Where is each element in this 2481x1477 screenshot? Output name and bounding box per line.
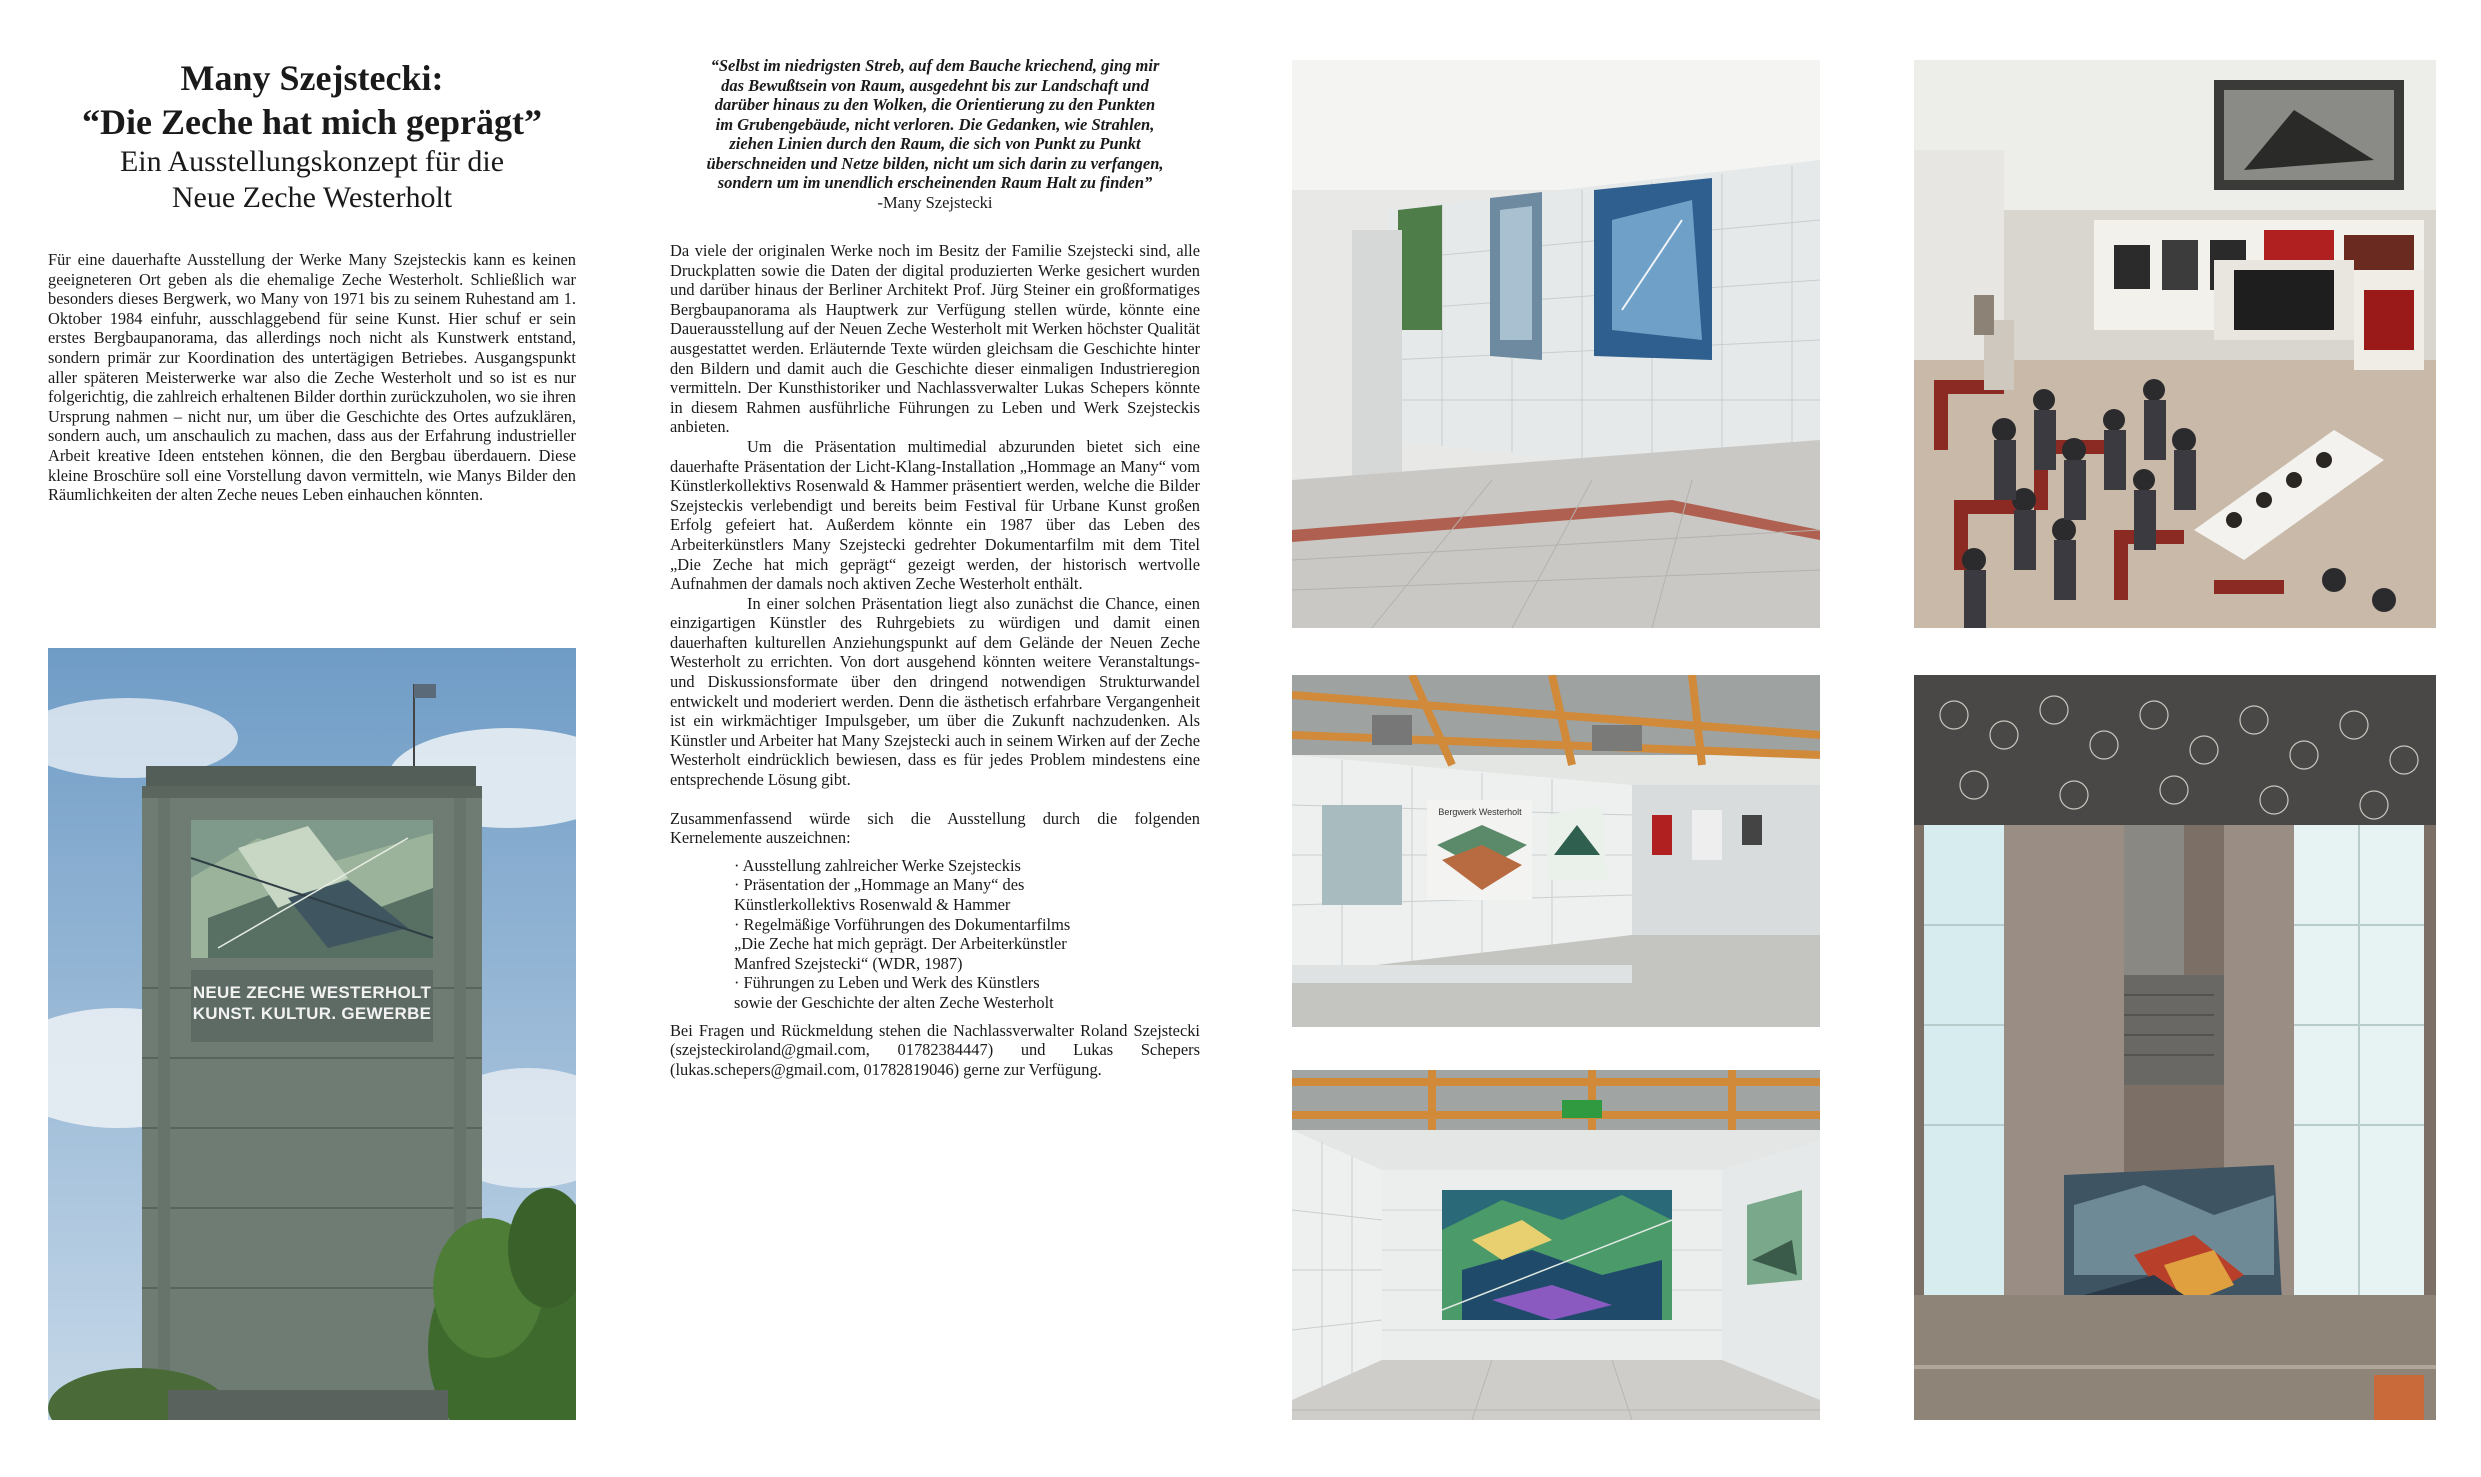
title-line-2: “Die Zeche hat mich geprägt” bbox=[82, 102, 542, 142]
list-item: · Präsentation der „Hommage an Many“ des bbox=[734, 875, 1025, 895]
photo-exhibition-opening bbox=[1914, 60, 2436, 628]
panel-sign: Bergwerk Westerholt bbox=[1438, 807, 1522, 817]
list-item: · Führungen zu Leben und Werk des Künstlers bbox=[734, 973, 1040, 993]
summary-intro: Zusammenfassend würde sich die Ausstellung durch die folgenden Kernelemente auszeichnen: bbox=[670, 808, 1200, 848]
list-item: Künstlerkollektivs Rosenwald & Hammer bbox=[734, 895, 1011, 914]
paragraph-1: Da viele der originalen Werke noch im Besitz der Familie Szejstecki sind, alle Druckplatten sowie die Daten der digital produzierten Werke gesichert wurden und darüber hinaus der Berliner Architekt Prof. Jürg Steiner ein großformatiges Bergbaupanorama als Hauptwerk zur Verfügung stellen würde, könnte eine Dauerausstellung auf der Neuen Zeche Westerholt mit Werken höchster Qualität ausgestattet werden. Erläuternde Texte würden gleichsam die Geschichte hinter den Bildern und damit auch die Geschichte dieser einmaligen Industrieregion vermitteln. Der Kunsthistoriker und Nachlassverwalter Lukas Schepers könnte in diesem Rahmen ausführliche Führungen zu Leben und Werk Szejsteckis anbieten. bbox=[670, 241, 1200, 437]
tower-sign bbox=[191, 982, 433, 1024]
list-item: sowie der Geschichte der alten Zeche Westerholt bbox=[734, 992, 1054, 1012]
quote-line: das Bewußtsein von Raum, ausgedehnt bis zur Landschaft und bbox=[721, 75, 1149, 95]
middle-column bbox=[670, 56, 1200, 1079]
subtitle-line-2: Neue Zeche Westerholt bbox=[171, 181, 453, 214]
kernel-elements-list bbox=[734, 856, 1200, 1013]
left-column bbox=[48, 56, 576, 521]
list-item: · Regelmäßige Vorführungen des Dokumentarfilms bbox=[734, 914, 1071, 934]
list-item: „Die Zeche hat mich geprägt. Der Arbeiterkünstler bbox=[734, 934, 1067, 954]
quote-line: im Grubengebäude, nicht verloren. Die Gedanken, wie Strahlen, bbox=[715, 114, 1155, 134]
quote-block bbox=[670, 56, 1200, 193]
contact-paragraph: Bei Fragen und Rückmeldung stehen die Nachlassverwalter Roland Szejstecki (szejsteckiroland@gmail.com, 01782384447) und Lukas Schepers (lukas.schepers@gmail.com, 01782819046) gerne zur Verfügung. bbox=[670, 1020, 1200, 1079]
photo-lamp-hall bbox=[1914, 675, 2436, 1420]
quote-line: darüber hinaus zu den Wolken, die Orientierung zu den Punkten bbox=[714, 95, 1156, 114]
title-line-1: Many Szejstecki: bbox=[180, 58, 444, 98]
list-item: · Ausstellung zahlreicher Werke Szejsteckis bbox=[734, 855, 1021, 875]
photo-panorama-room bbox=[1292, 1070, 1820, 1420]
paragraph-2: Um die Präsentation multimedial abzurunden bietet sich eine dauerhafte Präsentation der Licht-Klang-Installation „Hommage an Many“ vom Künstlerkollektivs Rosenwald & Hammer präsentiert werden, welche die Bilder Szejsteckis verlebendigt und bereits beim Festival für Urbane Kunst großen Erfolg gefeiert hat. Außerdem könnte ein 1987 über das Leben des Arbeiterkünstlers Many Szejstecki gedrehter Dokumentarfilm mit dem Titel „Die Zeche hat mich geprägt“ gezeigt werden, der historisch wertvolle Aufnahmen der damals noch aktiven Zeche Westerholt enthält. bbox=[670, 436, 1200, 594]
tower-sign-line-1: NEUE ZECHE WESTERHOLT bbox=[192, 983, 432, 1002]
photo-gallery-corridor bbox=[1292, 60, 1820, 628]
quote-line: sondern um im unendlich erscheinenden Raum Halt zu finden” bbox=[717, 173, 1153, 192]
page-subtitle bbox=[48, 144, 576, 216]
photo-hall-girders bbox=[1292, 675, 1820, 1027]
tower-sign-line-2: KUNST. KULTUR. GEWERBE bbox=[192, 1004, 432, 1023]
photo-tower bbox=[48, 648, 576, 1420]
list-item: Manfred Szejstecki“ (WDR, 1987) bbox=[734, 953, 963, 973]
quote-line: überschneiden und Netze bilden, nicht um sich darin zu verfangen, bbox=[706, 153, 1164, 173]
subtitle-line-1: Ein Ausstellungskonzept für die bbox=[119, 145, 505, 178]
quote-author: -Many Szejstecki bbox=[877, 192, 993, 212]
intro-paragraph: Für eine dauerhafte Ausstellung der Werke Many Szejsteckis kann es keinen geeigneteren Ort geben als die ehemalige Zeche Westerholt. Schließlich war besonders dieses Bergwerk, wo Many von 1971 bis zu seinem Ruhestand am 1. Oktober 1984 einfuhr, ausschlaggebend für seine Kunst. Hier schuf er sein erstes Bergbaupanorama, das allerdings noch nicht als Kunstwerk entstand, sondern primär zur Koordination des untertägigen Betriebes. Ausgangspunkt aller späteren Meisterwerke war also die Zeche Westerholt und so ist es nur folgerichtig, die zahlreich erhaltenen Bilder dorthin zurückzuholen, wo sie ihren Ursprung nahmen – nicht nur, um über die Geschichte des Ortes aufzuklären, sondern auch, um anschaulich zu machen, dass aus der Erfahrung industrieller Arbeit kreative Ideen entstehen können, die den Bergbau überdauern. Diese kleine Broschüre soll eine Vorstellung davon vermitteln, wie Manys Bilder den Räumlichkeiten der alten Zeche neues Leben einhauchen könnten. bbox=[48, 250, 576, 505]
quote-line: “Selbst im niedrigsten Streb, auf dem Bauche kriechend, ging mir bbox=[710, 56, 1160, 75]
page-title bbox=[48, 56, 576, 144]
paragraph-3: In einer solchen Präsentation liegt also zunächst die Chance, einen einzigartigen Künstler des Ruhrgebiets zu würdigen und damit einen dauerhaften kulturellen Anziehungspunkt auf dem Gelände der Neuen Zeche Westerholt zu errichten. Von dort ausgehend könnten weitere Veranstaltungs- und Diskussionsformate über den dringend notwendigen Strukturwandel entwickelt und moderiert werden. Denn die ästhetisch erfahrbare Vergangenheit ist ein wirkmächtiger Impulsgeber, um über die Zukunft nachzudenken. Als Künstler und Arbeiter hat Many Szejstecki auch in seinem Wirken auf der Zeche Westerholt eindrücklich bewiesen, dass es für jedes Problem mindestens eine entsprechende Lösung gibt. bbox=[670, 593, 1200, 790]
quote-line: ziehen Linien durch den Raum, die sich von Punkt zu Punkt bbox=[729, 134, 1141, 153]
